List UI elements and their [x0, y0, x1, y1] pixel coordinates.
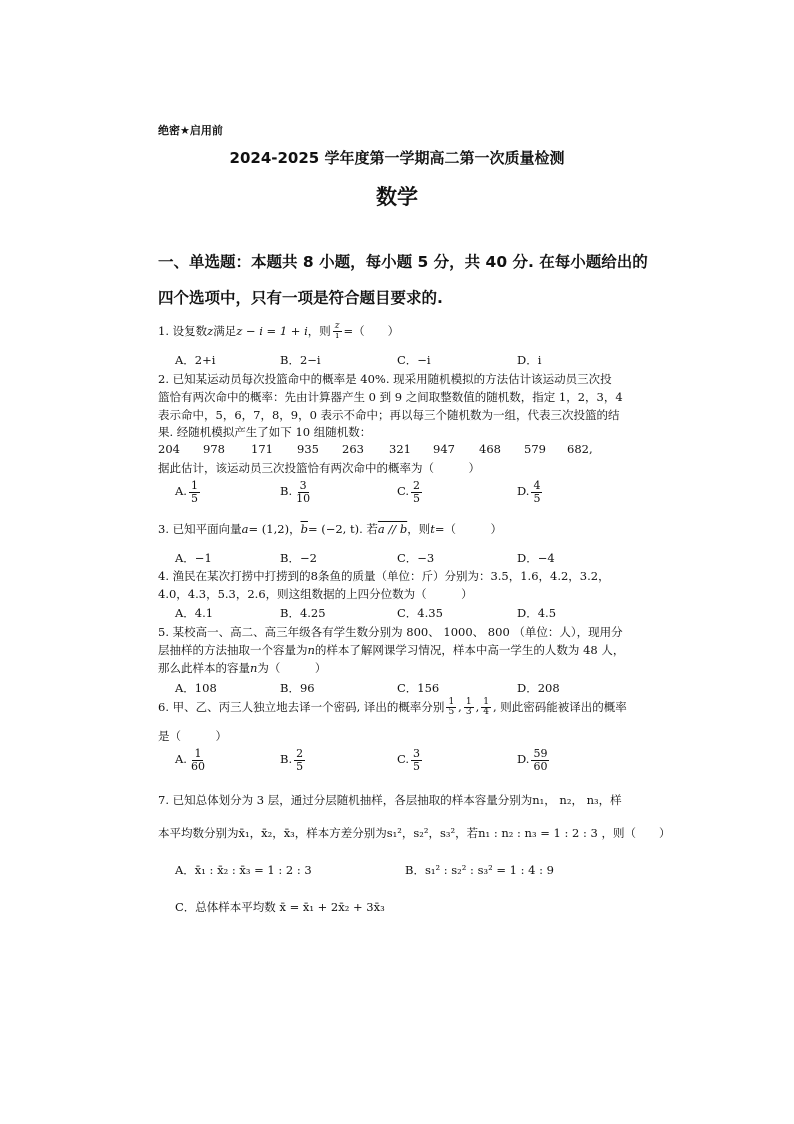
- q5-line2-pre: 层抽样的方法抽取一个容量为: [158, 643, 308, 657]
- q4-line2: 4.0，4.3，5.3，2.6，则这组数据的上四分位数为（ ）: [158, 587, 473, 601]
- q6-c-fraction: [411, 748, 422, 772]
- q2-option-b: [280, 480, 314, 504]
- q1-post: ，则: [307, 323, 331, 338]
- q6-b-num: 2: [296, 747, 304, 760]
- q4-option-d: D．4.5: [517, 606, 557, 620]
- q3-var-t: t: [430, 522, 435, 536]
- q2-line3: 表示命中，5，6，7，8，9，0 表示不命中；再以每三个随机数为一组，代表三次投篮的结: [158, 408, 620, 422]
- q2-a-den: 5: [190, 491, 198, 505]
- q6-option-a: [175, 748, 209, 772]
- confidential-label: 绝密★启用前: [158, 124, 223, 137]
- q6-line1: 6. 甲、乙、丙三人独立地去译一个密码, 译出的概率分别 $\frac{1}{5}$ , $\frac{1}{3}$ , $\frac{1}{4}$ , 则此密码能被译出的概率: [158, 697, 627, 718]
- q6-option-b: [280, 748, 307, 772]
- q3-vector-b: $\overline{b}$: [300, 522, 308, 536]
- q2-c-den: 5: [413, 491, 421, 505]
- q2-c-label: C.: [397, 484, 410, 499]
- q1-pre: 1. 设复数: [158, 323, 208, 338]
- q3-vector-a: a: [241, 522, 249, 536]
- q1-mid: 满足: [213, 323, 237, 338]
- q2-a-fraction: [189, 480, 200, 504]
- q1-fraction: [333, 322, 342, 342]
- exam-title: 2024-2025 学年度第一学期高二第一次质量检测: [229, 149, 565, 167]
- q5-option-c: C．156: [397, 681, 440, 695]
- q4-option-a: A．4.1: [175, 606, 214, 620]
- q2-d-num: 4: [533, 479, 541, 492]
- q5-var-n-2: n: [250, 661, 258, 675]
- q6-d-fraction: [531, 748, 549, 772]
- q4-option-c: C．4.35: [397, 606, 443, 620]
- q2-number-3: 935: [297, 442, 319, 456]
- q1-var: z: [207, 323, 214, 338]
- q5-option-b: B．96: [280, 681, 315, 695]
- q2-number-6: 947: [433, 442, 455, 456]
- q5-option-a: A．108: [175, 681, 217, 695]
- q6-c-den: 5: [413, 759, 421, 773]
- q3-option-d: D．−4: [517, 551, 555, 565]
- q1-option-c: C．−i: [397, 353, 431, 367]
- q5-line3-post: 为（ ）: [257, 661, 327, 675]
- q2-d-label: D.: [517, 484, 530, 499]
- q4-option-b: B．4.25: [280, 606, 326, 620]
- q1-option-d: D．i: [517, 353, 542, 367]
- q6-b-den: 5: [296, 759, 304, 773]
- question-3: [158, 521, 502, 537]
- q6-frac-1: [446, 698, 456, 718]
- q5-line3-pre: 那么此样本的容量: [158, 661, 250, 675]
- q7-option-c: C．总体样本平均数 x̄ = x̄₁ + 2x̄₂ + 3x̄₃: [175, 900, 385, 914]
- q1-equation: z − i = 1 + i: [236, 323, 308, 338]
- q2-option-c: [397, 480, 424, 504]
- q6-frac-3: [481, 698, 491, 718]
- q2-d-den: 5: [533, 491, 541, 505]
- q6-d-den: 60: [533, 759, 548, 773]
- q6-c-label: C.: [397, 752, 410, 767]
- q3-a-value: = (1,2): [248, 522, 290, 536]
- q2-option-a: [175, 480, 202, 504]
- q1-frac-den: i: [335, 331, 339, 342]
- q6-frac2-den: 3: [465, 707, 472, 718]
- q3-option-b: B．−2: [280, 551, 317, 565]
- q2-a-num: 1: [190, 479, 198, 492]
- q6-b-label: B.: [280, 752, 293, 767]
- q6-a-fraction: [189, 748, 207, 772]
- q3-tail: =（ ）: [434, 522, 502, 536]
- q6-a-den: 60: [190, 759, 205, 773]
- q6-frac2-num: 1: [465, 697, 472, 707]
- q6-frac1-den: 5: [448, 707, 455, 718]
- q2-d-fraction: [531, 480, 542, 504]
- q1-option-a: A．2+i: [175, 353, 216, 367]
- q7-option-a: A．x̄₁ : x̄₂ : x̄₃ = 1 : 2 : 3: [175, 863, 312, 877]
- q7-line1: 7. 已知总体划分为 3 层，通过分层随机抽样，各层抽取的样本容量分别为n₁， n₂， n₃，样: [158, 793, 622, 807]
- q1-frac-num: z: [334, 321, 340, 331]
- q7-line2: 本平均数分别为x̄₁，x̄₂，x̄₃，样本方差分别为s₁²，s₂²，s₃²，若n₁ : n₂ : n₃ = 1 : 2 : 3 ，则（ ）: [158, 826, 671, 840]
- q2-number-2: 171: [251, 442, 273, 456]
- q3-pre: 3. 已知平面向量: [158, 522, 242, 536]
- q2-line1: 2. 已知某运动员每次投篮命中的概率是 40%. 现采用随机模拟的方法估计该运动员三次投: [158, 372, 612, 386]
- q2-number-8: 579: [524, 442, 546, 456]
- q2-number-4: 263: [342, 442, 364, 456]
- q2-b-den: 10: [296, 491, 311, 505]
- q3-option-c: C．−3: [397, 551, 435, 565]
- q2-b-num: 3: [299, 479, 307, 492]
- q6-pre: 6. 甲、乙、丙三人独立地去译一个密码, 译出的概率分别: [158, 699, 445, 714]
- q2-number-9: 682,: [567, 442, 593, 456]
- q6-a-num: 1: [194, 747, 202, 760]
- q6-line2: 是（ ）: [158, 729, 227, 743]
- q3-sep: ，: [289, 522, 301, 536]
- q6-option-d: [517, 748, 551, 772]
- q5-line2: [158, 642, 624, 658]
- q2-line4: 果. 经随机模拟产生了如下 10 组随机数：: [158, 425, 372, 439]
- q6-post: , 则此密码能被译出的概率: [492, 699, 627, 714]
- q1-option-b: B．2−i: [280, 353, 321, 367]
- q6-d-label: D.: [517, 752, 530, 767]
- q5-var-n: n: [307, 643, 315, 657]
- q3-option-a: A．−1: [175, 551, 212, 565]
- q6-option-c: [397, 748, 424, 772]
- q1-tail: =（ ）: [343, 323, 400, 338]
- q7-option-b: B．s₁² : s₂² : s₃² = 1 : 4 : 9: [405, 863, 554, 877]
- q6-a-label: A.: [175, 752, 187, 767]
- q6-frac3-num: 1: [483, 697, 489, 707]
- section-heading-line2: 四个选项中，只有一项是符合题目要求的.: [158, 289, 443, 307]
- q2-number-7: 468: [479, 442, 501, 456]
- q6-frac1-num: 1: [448, 697, 455, 707]
- q2-line5: 据此估计，该运动员三次投篮恰有两次命中的概率为（ ）: [158, 461, 480, 475]
- q2-b-fraction: [294, 480, 312, 504]
- q4-line1: 4. 渔民在某次打捞中打捞到的8条鱼的质量（单位：斤）分别为：3.5，1.6，4.2，3.2，: [158, 569, 610, 583]
- q2-number-0: 204: [158, 442, 180, 456]
- subject-title: 数学: [376, 185, 418, 209]
- q6-frac-2: [464, 698, 474, 718]
- section-heading-line1: 一、单选题：本题共 8 小题，每小题 5 分，共 40 分. 在每小题给出的: [158, 253, 648, 271]
- q5-line1: 5. 某校高一、高二、高三年级各有学生数分别为 800、 1000、 800 （单位：人），现用分: [158, 625, 623, 639]
- q5-line2-post: 的样本了解网课学习情况，样本中高一学生的人数为 48 人，: [314, 643, 625, 657]
- q6-d-num: 59: [533, 747, 548, 760]
- q2-a-label: A.: [175, 484, 187, 499]
- q3-condition: a // b: [377, 522, 408, 536]
- question-1: [158, 322, 399, 342]
- q5-line3: [158, 660, 326, 676]
- q2-number-1: 978: [203, 442, 225, 456]
- q3-b-value: = (−2, t): [307, 522, 360, 536]
- q3-cond-pre: . 若: [359, 522, 378, 536]
- q2-option-d: [517, 480, 544, 504]
- q3-post: ，则: [407, 522, 431, 536]
- q2-c-fraction: [411, 480, 422, 504]
- q6-b-fraction: [294, 748, 305, 772]
- q6-frac3-den: 4: [483, 707, 489, 718]
- q5-option-d: D．208: [517, 681, 560, 695]
- q6-c-num: 3: [413, 747, 421, 760]
- q2-b-label: B.: [280, 484, 293, 499]
- q2-line2: 篮恰有两次命中的概率：先由计算器产生 0 到 9 之间取整数值的随机数，指定 1，2，3，4: [158, 390, 623, 404]
- q2-c-num: 2: [413, 479, 421, 492]
- q2-number-5: 321: [389, 442, 411, 456]
